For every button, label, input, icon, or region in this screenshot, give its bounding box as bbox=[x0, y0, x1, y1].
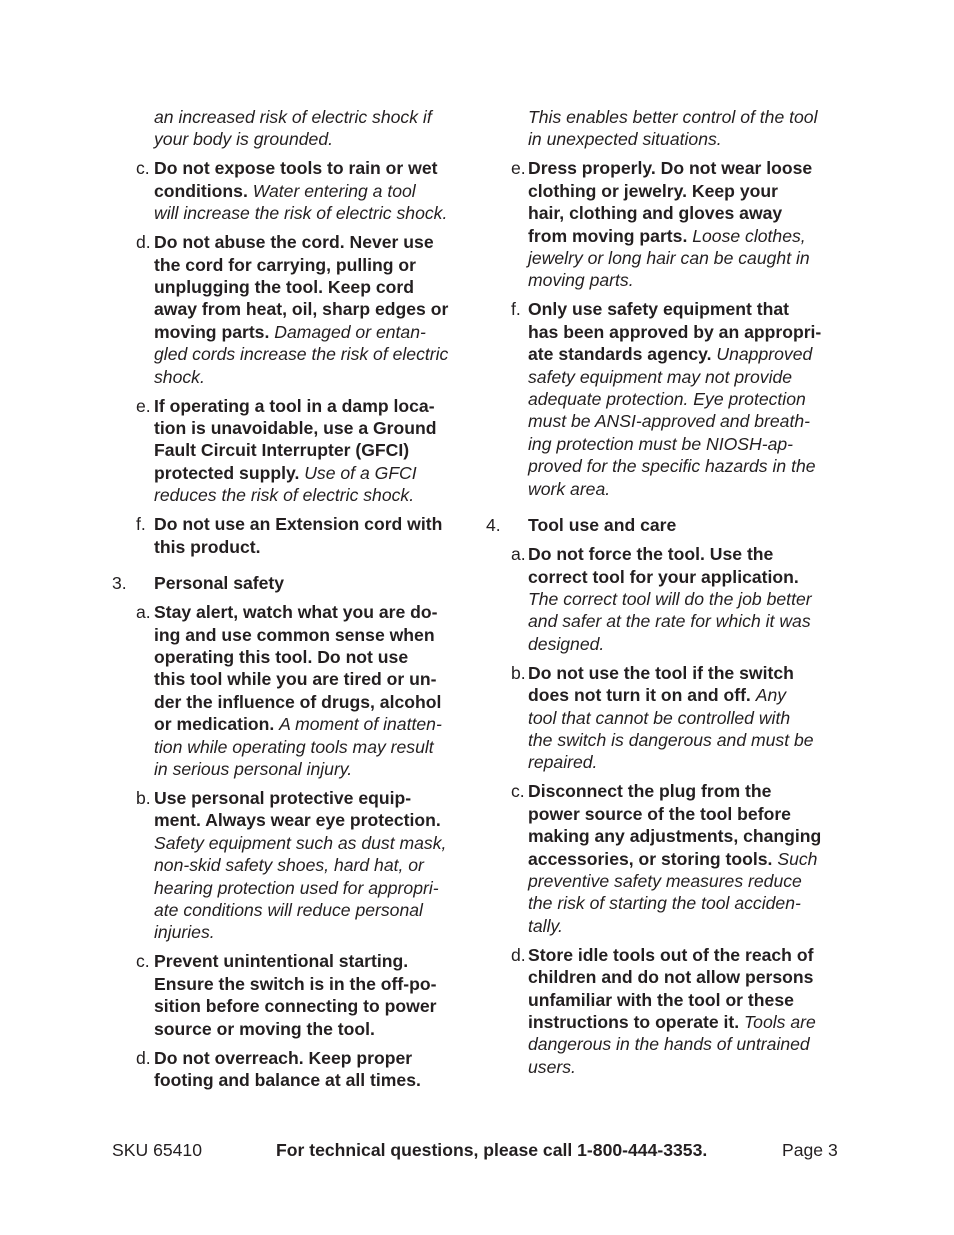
item-body bbox=[528, 157, 954, 291]
text-line bbox=[154, 668, 480, 690]
bold-text: correct tool for your application. bbox=[528, 566, 799, 587]
text-line bbox=[528, 202, 954, 224]
italic-text: repaired. bbox=[528, 752, 598, 773]
bold-text: does not turn it on and off. bbox=[528, 685, 756, 706]
text-line bbox=[154, 921, 480, 943]
italic-text: reduces the risk of electric shock. bbox=[154, 485, 415, 506]
text-line bbox=[154, 877, 480, 899]
list-item bbox=[0, 1047, 480, 1092]
continuation-text bbox=[528, 106, 954, 151]
footer-page-number: Page 3 bbox=[782, 1140, 838, 1160]
text-line bbox=[528, 751, 954, 773]
list-item bbox=[0, 157, 480, 224]
list-item bbox=[480, 780, 954, 937]
italic-text: designed. bbox=[528, 633, 605, 654]
section-heading-tool-use-and-care bbox=[480, 514, 954, 536]
italic-text: must be ANSI-approved and breath- bbox=[528, 411, 810, 432]
text-line bbox=[528, 543, 954, 565]
text-line bbox=[528, 388, 954, 410]
text-line bbox=[154, 624, 480, 646]
text-line bbox=[154, 484, 480, 506]
italic-text: proved for the specific hazards in the bbox=[528, 456, 816, 477]
continuation-text bbox=[154, 106, 480, 151]
item-body bbox=[528, 543, 954, 655]
italic-text: Any bbox=[755, 685, 787, 706]
text-line bbox=[154, 691, 480, 713]
item-label: f. bbox=[511, 299, 521, 320]
text-line bbox=[528, 707, 954, 729]
text-line bbox=[528, 684, 954, 706]
italic-text: users. bbox=[528, 1056, 576, 1077]
item-label: d. bbox=[136, 1047, 151, 1068]
text-line bbox=[528, 298, 954, 320]
text-line bbox=[154, 713, 480, 735]
bold-text: footing and balance at all times. bbox=[154, 1070, 421, 1090]
safety-items-personal-continued bbox=[480, 157, 954, 500]
text-line bbox=[154, 180, 480, 202]
italic-text: tion while operating tools may result bbox=[154, 736, 434, 757]
text-line bbox=[528, 1033, 954, 1055]
text-line bbox=[528, 269, 954, 291]
section-title: Tool use and care bbox=[528, 515, 677, 536]
bold-text: instructions to operate it. bbox=[528, 1012, 745, 1032]
text-line bbox=[528, 321, 954, 343]
list-item bbox=[0, 231, 480, 388]
italic-text: moving parts. bbox=[528, 270, 634, 291]
text-line bbox=[154, 298, 480, 320]
text-line bbox=[154, 231, 480, 253]
text-line bbox=[154, 157, 480, 179]
bold-text: der the influence of drugs, alcohol bbox=[154, 691, 442, 712]
text-line bbox=[154, 513, 480, 535]
list-item bbox=[480, 298, 954, 500]
section-number: 4. bbox=[486, 515, 501, 536]
italic-text: Water entering a tool bbox=[252, 180, 416, 201]
bold-text: away from heat, oil, sharp edges or bbox=[154, 299, 449, 320]
bold-text: moving parts. bbox=[154, 321, 275, 342]
bold-text: has been approved by an appropri- bbox=[528, 321, 822, 342]
text-line bbox=[154, 254, 480, 276]
italic-text: Such bbox=[777, 848, 818, 869]
text-line bbox=[528, 588, 954, 610]
text-line: in unexpected situations. bbox=[528, 129, 722, 150]
italic-text: gled cords increase the risk of electric bbox=[154, 344, 449, 365]
bold-text: Do not use an Extension cord with bbox=[154, 514, 443, 535]
text-line bbox=[528, 366, 954, 388]
italic-text: Unapproved bbox=[716, 344, 813, 365]
text-line bbox=[528, 825, 954, 847]
item-label: a. bbox=[511, 544, 526, 565]
text-line bbox=[154, 973, 480, 995]
text-line bbox=[154, 343, 480, 365]
item-label: c. bbox=[136, 158, 150, 179]
text-line bbox=[154, 202, 480, 224]
item-body bbox=[154, 1047, 480, 1092]
text-line bbox=[154, 1018, 480, 1040]
text-line bbox=[528, 803, 954, 825]
bold-text: Do not force the tool. Use the bbox=[528, 544, 774, 565]
section-number: 3. bbox=[112, 573, 127, 594]
right-column bbox=[480, 106, 954, 1078]
bold-text: or medication. bbox=[154, 714, 280, 735]
text-line bbox=[528, 966, 954, 988]
italic-text: ate conditions will reduce personal bbox=[154, 899, 423, 920]
safety-items-tool-care bbox=[480, 543, 954, 1078]
text-line bbox=[154, 995, 480, 1017]
text-line bbox=[154, 536, 480, 558]
text-line bbox=[528, 1056, 954, 1078]
text-line bbox=[528, 225, 954, 247]
bold-text: source or moving the tool. bbox=[154, 1018, 375, 1039]
bold-text: this product. bbox=[154, 536, 261, 557]
text-line: an increased risk of electric shock if bbox=[154, 107, 432, 127]
item-body bbox=[154, 231, 480, 388]
bold-text: If operating a tool in a damp loca- bbox=[154, 395, 435, 416]
italic-text: tally. bbox=[528, 915, 563, 936]
item-body bbox=[154, 950, 480, 1040]
section-heading-personal-safety bbox=[0, 572, 480, 594]
item-label: c. bbox=[136, 951, 150, 972]
footer-sku: SKU 65410 bbox=[112, 1140, 202, 1160]
italic-text: shock. bbox=[154, 366, 205, 387]
list-item bbox=[0, 601, 480, 780]
item-label: b. bbox=[136, 787, 151, 808]
text-line bbox=[528, 566, 954, 588]
item-body bbox=[154, 157, 480, 224]
safety-items-personal bbox=[0, 601, 480, 1091]
text-line bbox=[154, 366, 480, 388]
text-line bbox=[528, 610, 954, 632]
text-line bbox=[528, 247, 954, 269]
text-line bbox=[528, 1011, 954, 1033]
text-line bbox=[528, 780, 954, 802]
text-line bbox=[154, 276, 480, 298]
bold-text: unfamiliar with the tool or these bbox=[528, 989, 794, 1010]
italic-text: will increase the risk of electric shock. bbox=[154, 203, 448, 224]
italic-text: adequate protection. Eye protection bbox=[528, 389, 806, 410]
text-line bbox=[154, 736, 480, 758]
text-line bbox=[528, 989, 954, 1011]
text-line bbox=[528, 410, 954, 432]
text-line bbox=[528, 662, 954, 684]
item-body bbox=[154, 787, 480, 944]
bold-text: Do not use the tool if the switch bbox=[528, 662, 794, 683]
italic-text: Safety equipment such as dust mask, bbox=[154, 832, 447, 853]
bold-text: Dress properly. Do not wear loose bbox=[528, 158, 813, 179]
italic-text: work area. bbox=[528, 478, 611, 499]
text-line bbox=[528, 455, 954, 477]
text-line: This enables better control of the tool bbox=[528, 107, 818, 127]
italic-text: hearing protection used for appropri- bbox=[154, 877, 439, 898]
italic-text: jewelry or long hair can be caught in bbox=[528, 248, 810, 269]
text-line bbox=[154, 809, 480, 831]
bold-text: ing and use common sense when bbox=[154, 624, 435, 645]
italic-text: safety equipment may not provide bbox=[528, 366, 793, 387]
text-line bbox=[528, 944, 954, 966]
bold-text: this tool while you are tired or un- bbox=[154, 669, 437, 690]
bold-text: Ensure the switch is in the off-po- bbox=[154, 973, 437, 994]
italic-text: tool that cannot be controlled with bbox=[528, 707, 791, 728]
text-line bbox=[154, 1047, 480, 1069]
text-line bbox=[528, 343, 954, 365]
italic-text: Damaged or entan- bbox=[274, 321, 426, 342]
text-line bbox=[154, 787, 480, 809]
item-label: a. bbox=[136, 602, 151, 623]
text-line bbox=[154, 854, 480, 876]
bold-text: Use personal protective equip- bbox=[154, 787, 412, 808]
item-label: c. bbox=[511, 781, 525, 802]
item-label: b. bbox=[511, 662, 526, 683]
item-body bbox=[528, 662, 954, 774]
text-line bbox=[528, 433, 954, 455]
italic-text: in serious personal injury. bbox=[154, 758, 353, 779]
italic-text: The correct tool will do the job better bbox=[528, 588, 812, 609]
bold-text: Only use safety equipment that bbox=[528, 299, 790, 320]
item-label: e. bbox=[511, 158, 526, 179]
text-line bbox=[154, 321, 480, 343]
italic-text: the switch is dangerous and must be bbox=[528, 729, 814, 750]
bold-text: accessories, or storing tools. bbox=[528, 848, 778, 869]
text-line bbox=[154, 646, 480, 668]
italic-text: Tools are bbox=[744, 1012, 816, 1032]
text-line bbox=[528, 478, 954, 500]
section-title: Personal safety bbox=[154, 573, 285, 594]
bold-text: hair, clothing and gloves away bbox=[528, 203, 783, 224]
bold-text: Do not overreach. Keep proper bbox=[154, 1047, 413, 1068]
bold-text: operating this tool. Do not use bbox=[154, 646, 409, 667]
italic-text: injuries. bbox=[154, 922, 215, 943]
bold-text: tion is unavoidable, use a Ground bbox=[154, 418, 437, 439]
text-line bbox=[528, 729, 954, 751]
bold-text: clothing or jewelry. Keep your bbox=[528, 180, 778, 201]
italic-text: non-skid safety shoes, hard hat, or bbox=[154, 855, 424, 876]
text-line bbox=[528, 180, 954, 202]
item-body bbox=[154, 395, 480, 507]
text-line bbox=[154, 601, 480, 623]
bold-text: Disconnect the plug from the bbox=[528, 781, 772, 802]
italic-text: preventive safety measures reduce bbox=[528, 870, 802, 891]
item-body bbox=[528, 944, 954, 1078]
list-item bbox=[480, 944, 954, 1078]
bold-text: Fault Circuit Interrupter (GFCI) bbox=[154, 440, 410, 461]
item-body bbox=[528, 298, 954, 500]
bold-text: children and do not allow persons bbox=[528, 967, 814, 988]
text-line bbox=[528, 870, 954, 892]
bold-text: power source of the tool before bbox=[528, 803, 791, 824]
italic-text: ing protection must be NIOSH-ap- bbox=[528, 433, 793, 454]
item-label: f. bbox=[136, 514, 146, 535]
item-body bbox=[154, 601, 480, 780]
bold-text: from moving parts. bbox=[528, 225, 693, 246]
text-line bbox=[154, 439, 480, 461]
text-line bbox=[528, 633, 954, 655]
bold-text: ment. Always wear eye protection. bbox=[154, 810, 441, 831]
text-line bbox=[154, 462, 480, 484]
text-line: your body is grounded. bbox=[154, 129, 333, 150]
bold-text: Store idle tools out of the reach of bbox=[528, 944, 814, 965]
text-line bbox=[528, 892, 954, 914]
text-line bbox=[528, 157, 954, 179]
list-item bbox=[480, 157, 954, 291]
list-item bbox=[0, 950, 480, 1040]
list-item bbox=[0, 513, 480, 558]
bold-text: Do not abuse the cord. Never use bbox=[154, 232, 434, 253]
text-line bbox=[154, 950, 480, 972]
italic-text: A moment of inatten- bbox=[279, 714, 442, 735]
item-label: d. bbox=[136, 232, 151, 253]
list-item bbox=[480, 543, 954, 655]
text-line bbox=[154, 899, 480, 921]
bold-text: Prevent unintentional starting. bbox=[154, 951, 409, 972]
bold-text: Do not expose tools to rain or wet bbox=[154, 158, 438, 179]
bold-text: unplugging the tool. Keep cord bbox=[154, 277, 414, 298]
list-item bbox=[480, 662, 954, 774]
bold-text: making any adjustments, changing bbox=[528, 826, 822, 847]
bold-text: protected supply. bbox=[154, 462, 305, 483]
bold-text: the cord for carrying, pulling or bbox=[154, 254, 416, 275]
left-column bbox=[0, 106, 480, 1091]
item-label: d. bbox=[511, 944, 526, 965]
item-label: e. bbox=[136, 395, 151, 416]
text-line bbox=[154, 417, 480, 439]
safety-items-electrical bbox=[0, 157, 480, 558]
italic-text: Loose clothes, bbox=[692, 225, 806, 246]
bold-text: sition before connecting to power bbox=[154, 996, 437, 1017]
italic-text: Use of a GFCI bbox=[304, 462, 417, 483]
text-line bbox=[528, 848, 954, 870]
text-line bbox=[154, 832, 480, 854]
item-body bbox=[154, 513, 480, 558]
text-line bbox=[154, 1069, 480, 1091]
list-item bbox=[0, 787, 480, 944]
list-item bbox=[0, 395, 480, 507]
text-line bbox=[154, 395, 480, 417]
bold-text: conditions. bbox=[154, 180, 253, 201]
italic-text: the risk of starting the tool acciden- bbox=[528, 893, 801, 914]
bold-text: Stay alert, watch what you are do- bbox=[154, 602, 438, 623]
bold-text: ate standards agency. bbox=[528, 344, 717, 365]
italic-text: dangerous in the hands of untrained bbox=[528, 1034, 810, 1055]
italic-text: and safer at the rate for which it was bbox=[528, 611, 811, 632]
footer-phone: For technical questions, please call 1-800-444-3353. bbox=[276, 1140, 708, 1160]
text-line bbox=[528, 915, 954, 937]
item-body bbox=[528, 780, 954, 937]
text-line bbox=[154, 758, 480, 780]
